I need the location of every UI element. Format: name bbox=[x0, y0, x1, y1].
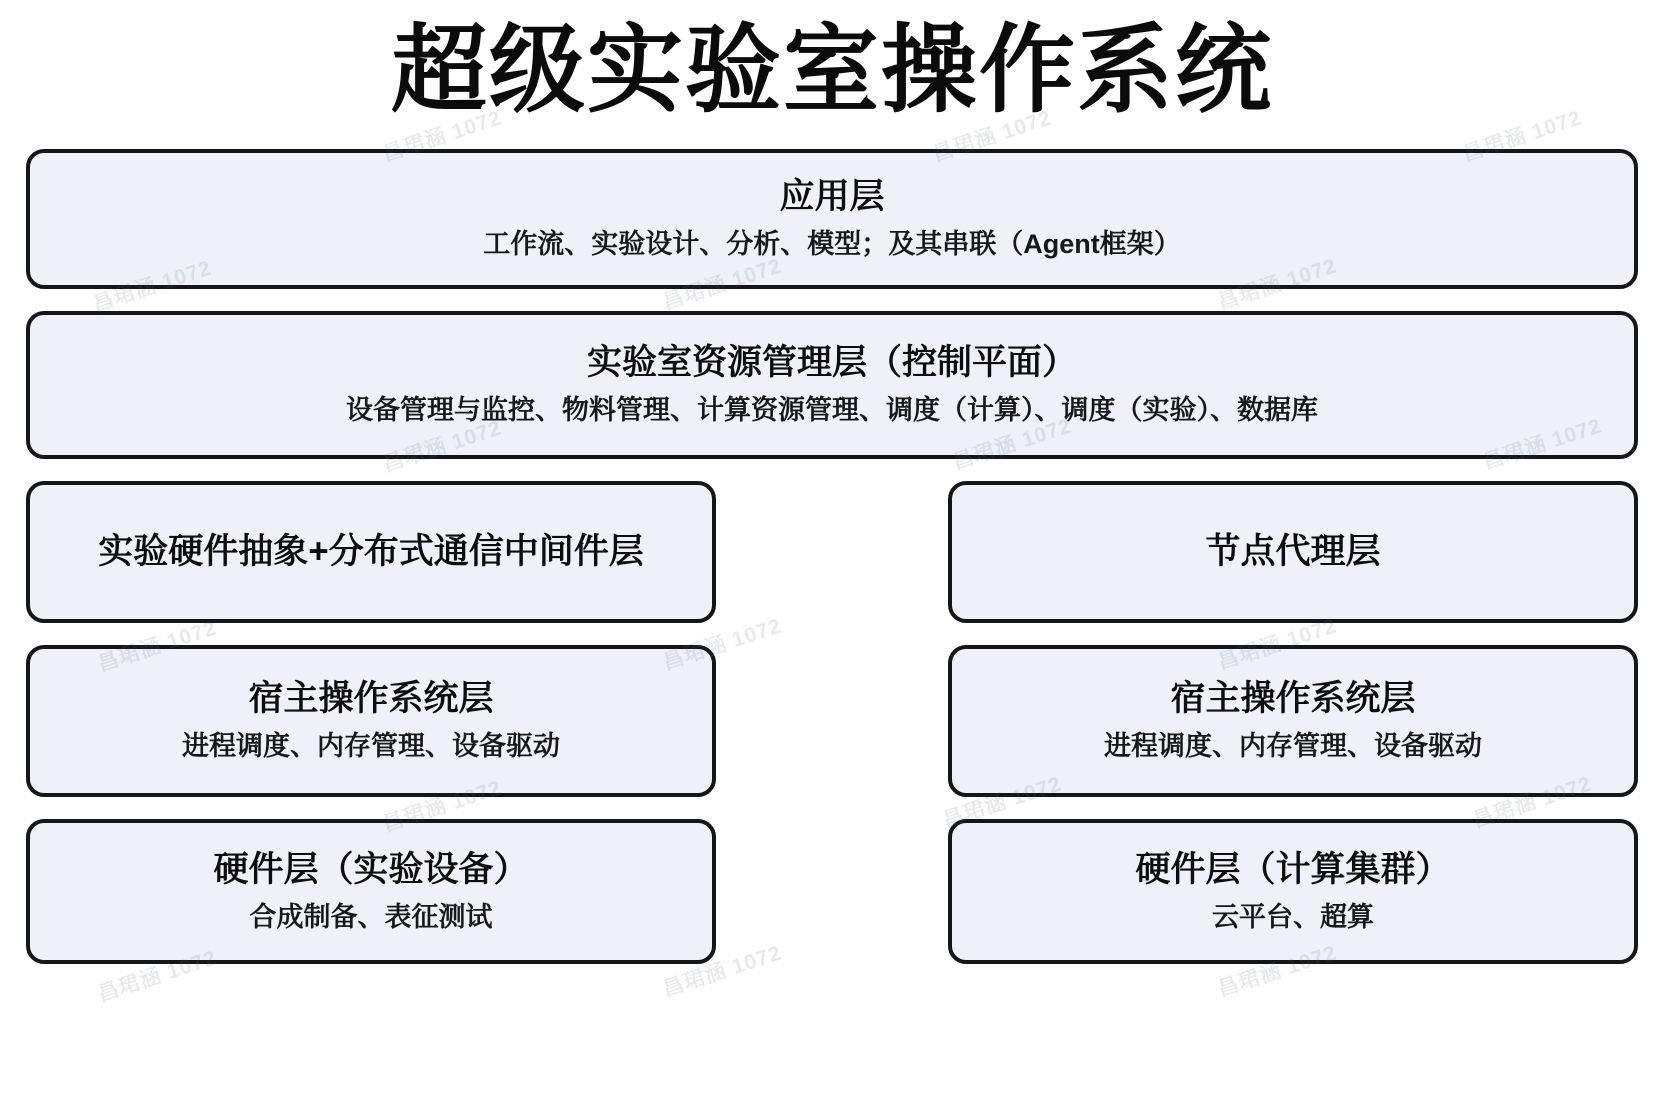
layer-host-os-left-title: 宿主操作系统层 bbox=[248, 679, 494, 719]
layer-host-os-right-title: 宿主操作系统层 bbox=[1170, 679, 1416, 719]
layer-hardware-compute-cluster-desc: 云平台、超算 bbox=[1212, 901, 1374, 932]
layer-hardware-compute-cluster bbox=[948, 819, 1638, 964]
watermark-text: 昌珺涵 1072 bbox=[659, 941, 785, 1002]
layer-application-title: 应用层 bbox=[779, 177, 885, 217]
layer-hardware-experimental-desc: 合成制备、表征测试 bbox=[249, 901, 493, 932]
layer-hardware-experimental-title: 硬件层（实验设备） bbox=[213, 849, 529, 889]
watermark-text: 昌珺涵 1072 bbox=[659, 614, 785, 675]
layer-resource-management-title: 实验室资源管理层（控制平面） bbox=[586, 343, 1077, 383]
layer-application-desc: 工作流、实验设计、分析、模型；及其串联（Agent框架） bbox=[483, 229, 1181, 260]
row-host-os bbox=[26, 645, 1638, 797]
page-title: 超级实验室操作系统 bbox=[391, 17, 1273, 124]
layer-application bbox=[26, 149, 1638, 289]
watermark-text: 昌珺涵 1072 bbox=[939, 772, 1065, 833]
layer-hardware-experimental bbox=[26, 819, 716, 964]
watermark-text: 昌珺涵 1072 bbox=[379, 776, 505, 837]
watermark-text: 昌珺涵 1072 bbox=[1459, 106, 1585, 167]
layer-hardware-abstraction-middleware-title: 实验硬件抽象+分布式通信中间件层 bbox=[98, 532, 644, 572]
layer-host-os-right bbox=[948, 645, 1638, 797]
watermark-text: 昌珺涵 1072 bbox=[1469, 772, 1595, 833]
layer-host-os-right-desc: 进程调度、内存管理、设备驱动 bbox=[1104, 731, 1482, 762]
watermark-text: 昌珺涵 1072 bbox=[929, 106, 1055, 167]
row-hardware bbox=[26, 819, 1638, 964]
layer-host-os-left bbox=[26, 645, 716, 797]
layer-resource-management-desc: 设备管理与监控、物料管理、计算资源管理、调度（计算）、调度（实验）、数据库 bbox=[346, 395, 1318, 426]
watermark-text: 昌珺涵 1072 bbox=[94, 946, 220, 1007]
layer-node-agent-title: 节点代理层 bbox=[1205, 532, 1381, 572]
layer-resource-management bbox=[26, 311, 1638, 459]
layer-host-os-left-desc: 进程调度、内存管理、设备驱动 bbox=[182, 731, 560, 762]
layer-hardware-abstraction-middleware bbox=[26, 481, 716, 623]
row-middleware bbox=[26, 481, 1638, 623]
watermark-text: 昌珺涵 1072 bbox=[1214, 941, 1340, 1002]
layer-node-agent bbox=[948, 481, 1638, 623]
watermark-text: 昌珺涵 1072 bbox=[379, 106, 505, 167]
layer-hardware-compute-cluster-title: 硬件层（计算集群） bbox=[1135, 849, 1451, 889]
